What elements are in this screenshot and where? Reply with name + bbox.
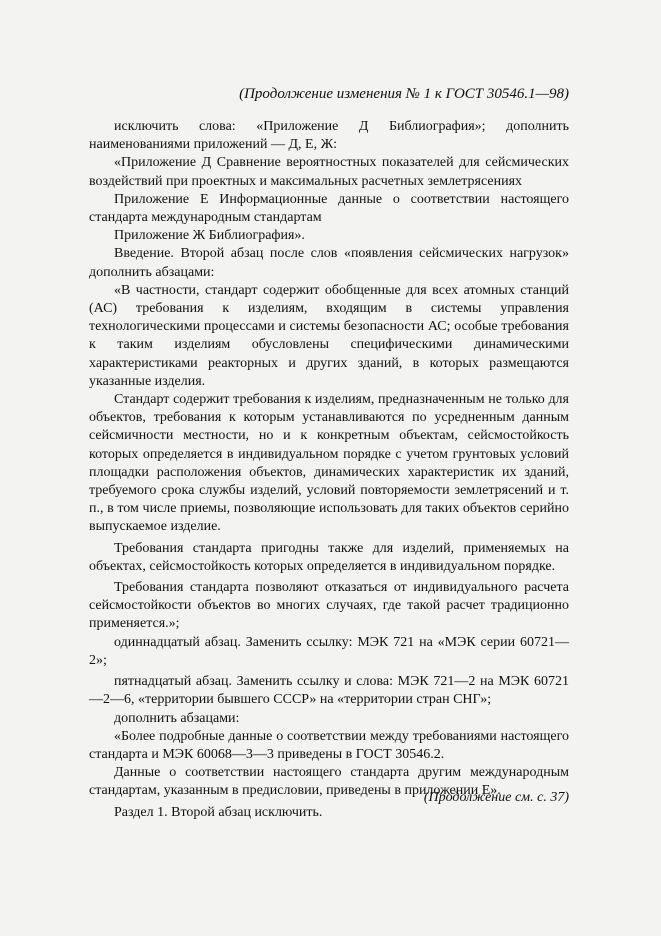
- body-text: [89, 118, 569, 822]
- paragraph: Введение. Второй абзац после слов «появления сейсмических нагрузок» дополнить абзацами:: [89, 246, 569, 280]
- paragraph: Стандарт содержит требования к изделиям, предназначенным не только для объектов, требования к которым устанавливаются по усредненным данным сейсмичности местности, но и к конкретным объектам, сейсмостойкость которых определяется в индивидуальном порядке с учетом грунтовых условий площадки расположения объектов, динамических характеристик их зданий, требуемого срока службы изделий, условий повторяемости землетрясений и т. п., в том числе приемы, позволяющие использовать для таких объектов серийно выпускаемое изделие.: [89, 392, 569, 535]
- paragraph: Приложение Е Информационные данные о соответствии настоящего стандарта международным стандартам: [89, 191, 569, 226]
- paragraph: одиннадцатый абзац. Заменить ссылку: МЭК 721 на «МЭК серии 60721—2»;: [89, 634, 569, 668]
- paragraph: «Более подробные данные о соответствии между требованиями настоящего стандарта и МЭК 60068—3—3 приведены в ГОСТ 30546.2.: [89, 728, 569, 762]
- footer-continuation-note: (Продолжение см. с. 37): [423, 790, 569, 805]
- paragraph: Требования стандарта позволяют отказаться от индивидуального расчета сейсмостойкости объектов во многих случаях, где такой расчет традиционно применяется.»;: [89, 580, 569, 632]
- header-continuation-note: (Продолжение изменения № 1 к ГОСТ 30546.1—98): [239, 86, 569, 102]
- paragraph: Требования стандарта пригодны также для изделий, применяемых на объектах, сейсмостойкость которых определяется в индивидуальном порядке.: [89, 540, 569, 574]
- paragraph: «В частности, стандарт содержит обобщенные для всех атомных станций (АС) требования к изделиям, входящим в системы управления технологическими процессами и системы безопасности АС; особые требования к таким изделиям обусловлены специфическими динамическими характеристиками реакторных и других зданий, в которых размещаются указанные изделия.: [89, 282, 569, 389]
- paragraph: пятнадцатый абзац. Заменить ссылку и слова: МЭК 721—2 на МЭК 60721—2—6, «территории бывшего СССР» на «территории стран СНГ»;: [89, 674, 569, 708]
- paragraph: «Приложение Д Сравнение вероятностных показателей для сейсмических воздействий при проектных и максимальных расчетных землетрясениях: [89, 155, 569, 189]
- paragraph: Раздел 1. Второй абзац исключить.: [114, 804, 323, 820]
- paragraph: Данные о соответствии настоящего стандарта другим международным стандартам, указанным в предисловии, приведены в приложении Е».: [89, 765, 569, 799]
- paragraph: дополнить абзацами:: [114, 710, 240, 726]
- paragraph: Приложение Ж Библиография».: [114, 228, 305, 244]
- paragraph: исключить слова: «Приложение Д Библиография»; дополнить наименованиями приложений — Д, Е, Ж:: [89, 119, 569, 153]
